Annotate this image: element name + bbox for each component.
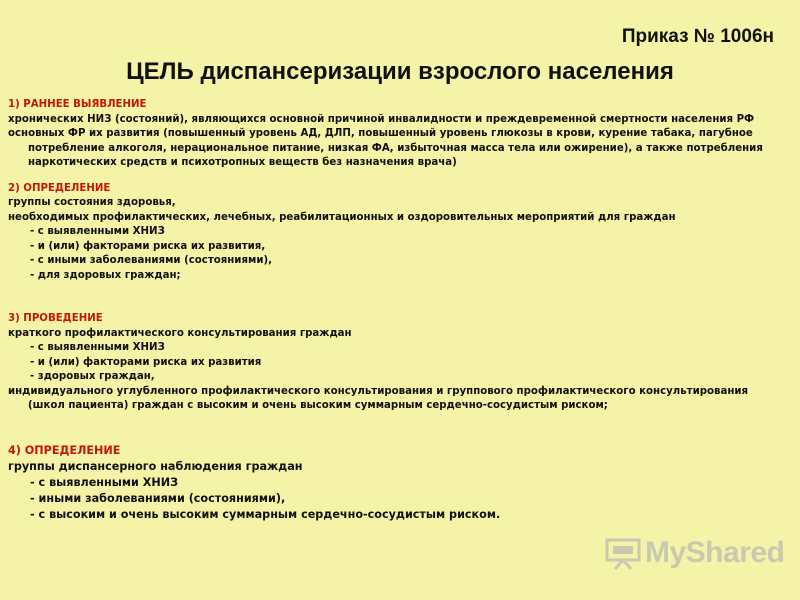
section-text: хронических НИЗ (состояний), являющихся основной причиной инвалидности и преждевременной смертности населения РФ — [8, 113, 755, 125]
watermark — [605, 536, 784, 570]
section-heading: 3) ПРОВЕДЕНИЕ — [8, 313, 103, 324]
page-title — [0, 58, 800, 86]
section-4 — [8, 443, 778, 523]
title-prefix: ЦЕЛЬ — [126, 58, 194, 85]
list-item: - с выявленными ХНИЗ — [30, 475, 179, 489]
section-1 — [8, 98, 778, 171]
section-3 — [8, 312, 778, 414]
list-item: - с выявленными ХНИЗ — [30, 342, 165, 353]
section-heading: 1) РАННЕЕ ВЫЯВЛЕНИЕ — [8, 99, 147, 110]
content — [8, 98, 778, 523]
section-text: группы состояния здоровья, — [8, 197, 176, 208]
presentation-board-icon — [605, 536, 641, 570]
section-text: группы диспансерного наблюдения граждан — [8, 459, 303, 473]
list-item: - и (или) факторами риска их развития, — [30, 240, 266, 252]
list-item: - с высоким и очень высоким суммарным сердечно-сосудистым риском. — [30, 507, 501, 521]
section-text: основных ФР их развития (повышенный уровень АД, ДЛП, повышенный уровень глюкозы в крови, курение табака, пагубное потребление алкоголя, нерациональное питание, низкая ФА, избыточная масса тела или ожирение), а также потребления наркотических средств и психотропных веществ без назначения врача) — [8, 128, 763, 168]
section-heading: 2) ОПРЕДЕЛЕНИЕ — [8, 182, 111, 194]
list-item: - с иными заболеваниями (состояниями), — [30, 255, 272, 266]
section-text: индивидуального углубленного профилактического консультирования и группового профилактического консультирования (школ пациента) граждан с высоким и очень высоким суммарным сердечно-сосудистым риском; — [8, 385, 749, 411]
watermark-text: MyShared — [645, 536, 785, 569]
list-item: - и (или) факторами риска их развития — [30, 356, 262, 368]
list-item: - здоровых граждан, — [30, 371, 155, 382]
order-number: Приказ № 1006н — [621, 26, 774, 47]
list-item: - иными заболеваниями (состояниями), — [30, 491, 286, 505]
section-text: краткого профилактического консультирования граждан — [8, 327, 352, 339]
section-2 — [8, 182, 778, 284]
title-rest: диспансеризации взрослого населения — [200, 58, 674, 85]
section-heading: 4) ОПРЕДЕЛЕНИЕ — [8, 443, 121, 457]
list-item: - с выявленными ХНИЗ — [30, 226, 165, 237]
list-item: - для здоровых граждан; — [30, 269, 181, 281]
section-text: необходимых профилактических, лечебных, реабилитационных и оздоровительных мероприятий для граждан — [8, 211, 676, 223]
